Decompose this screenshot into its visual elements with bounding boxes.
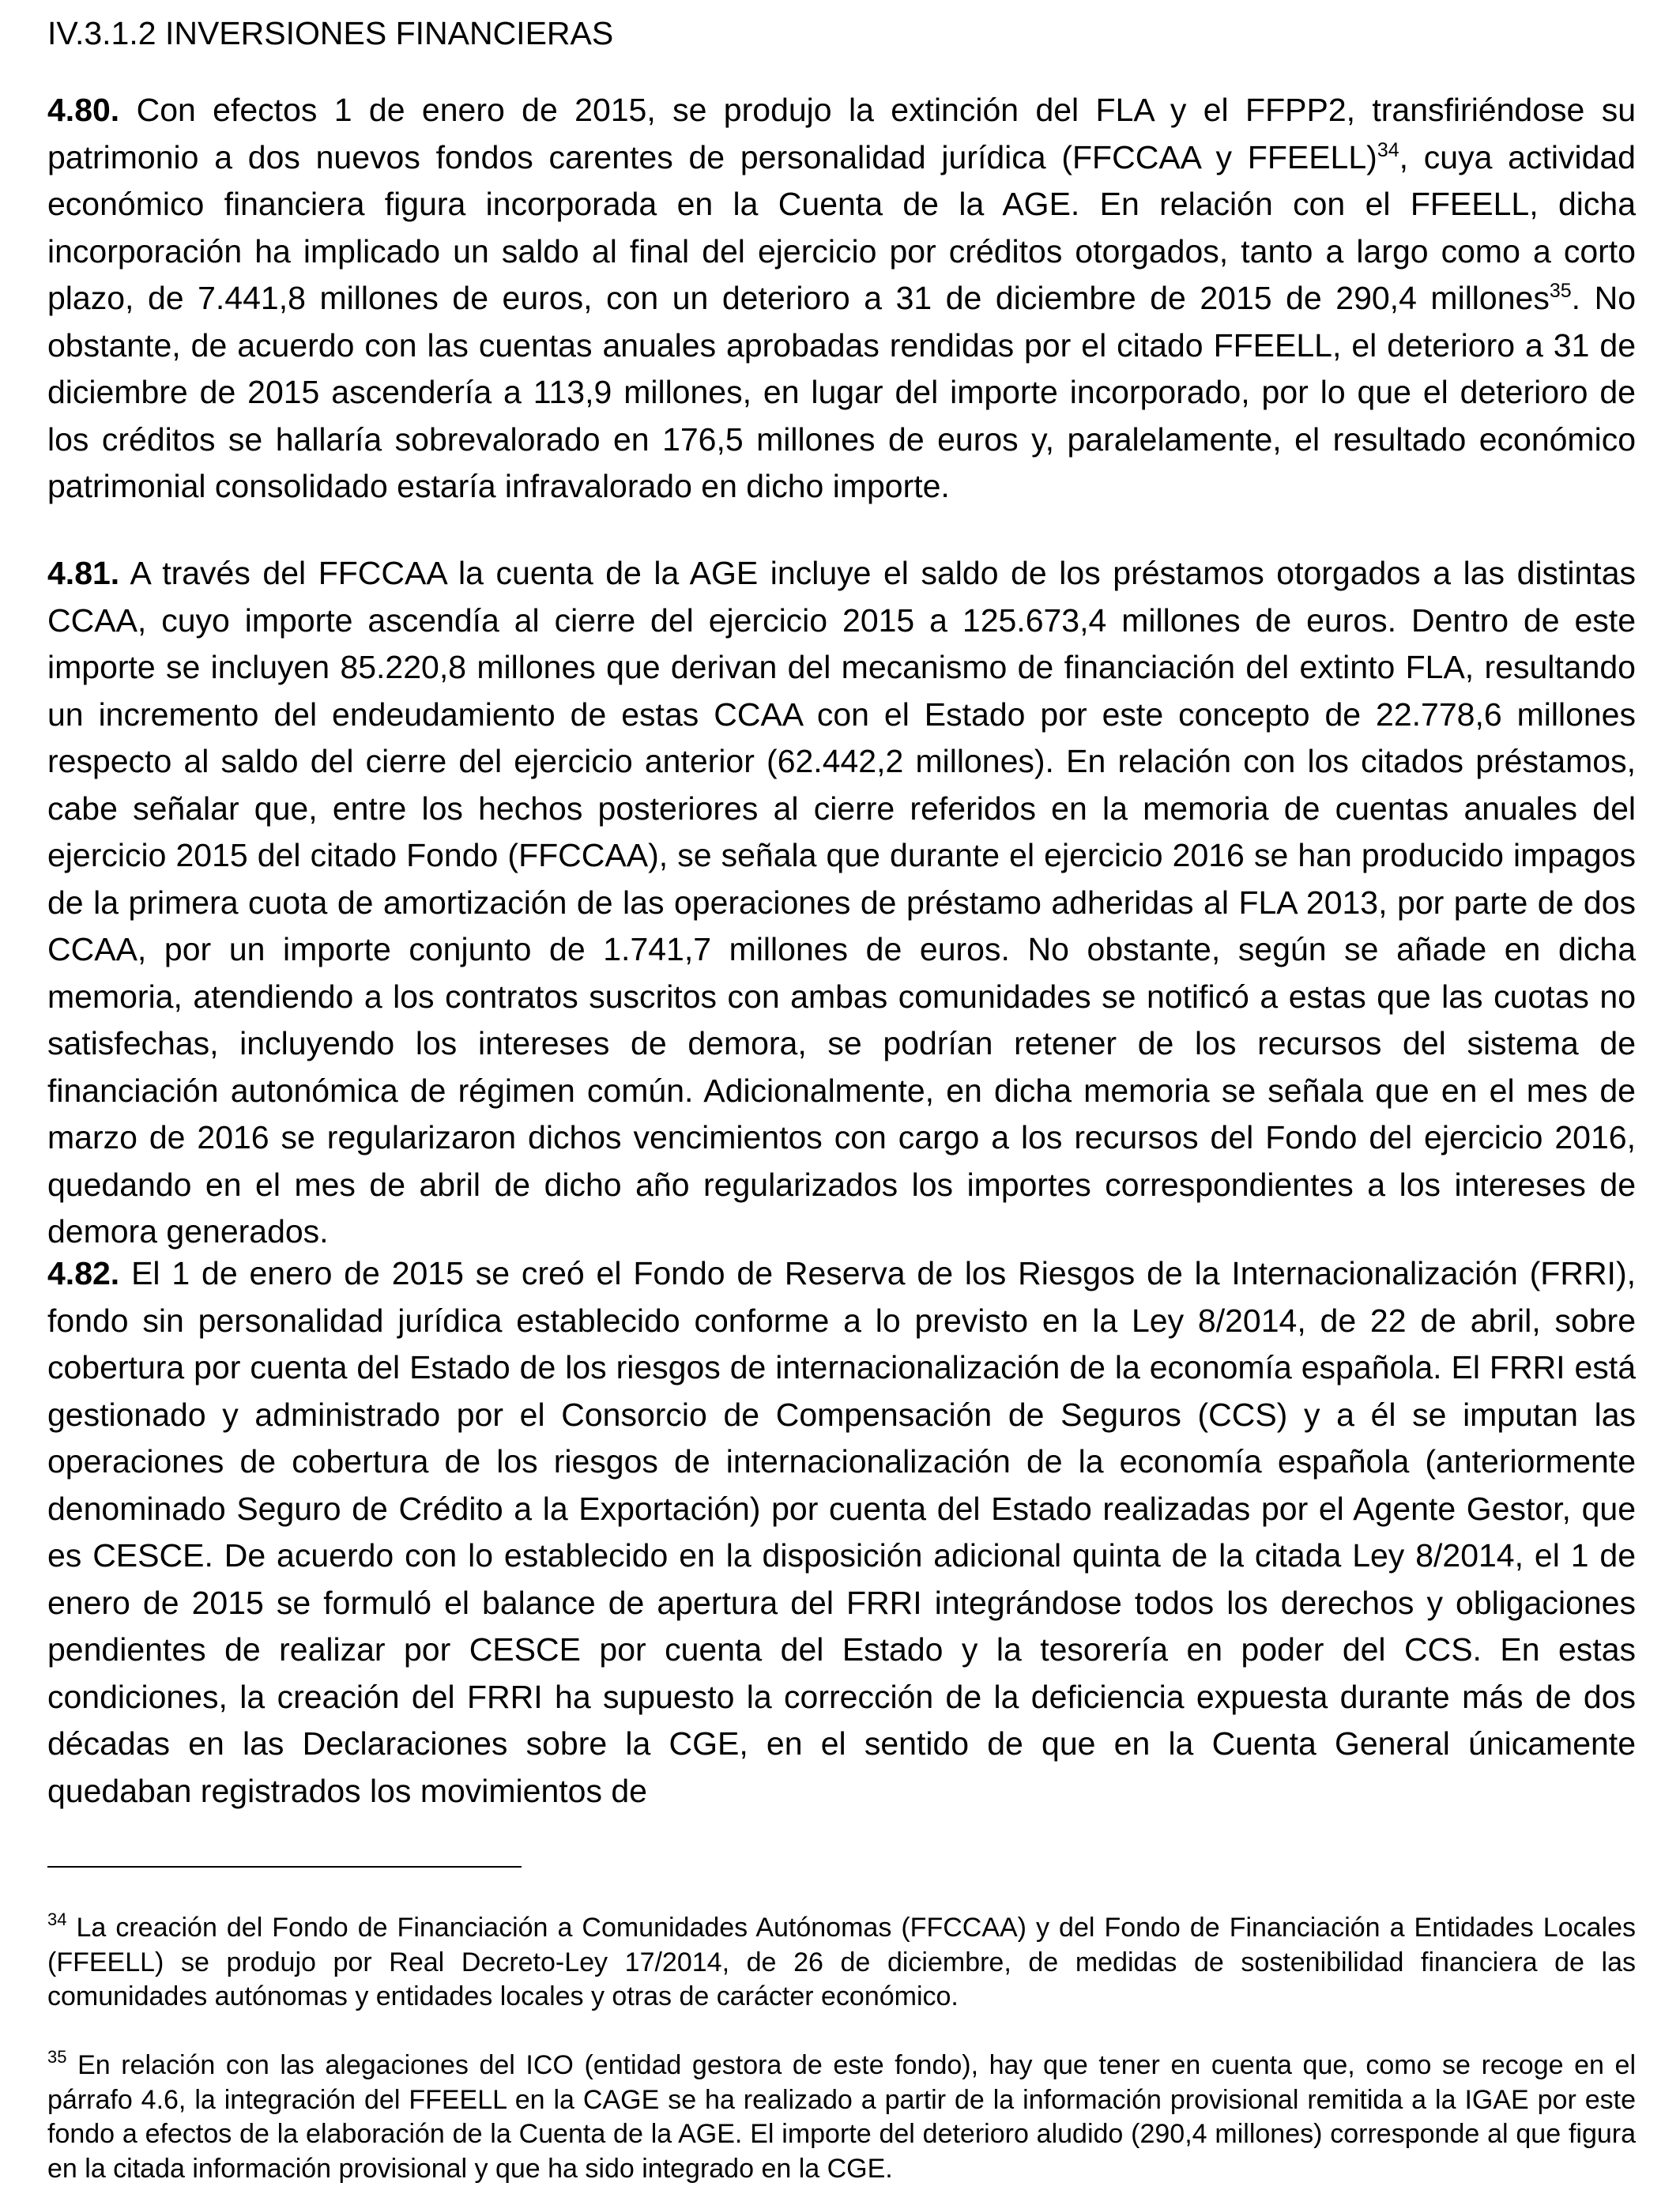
footnote-separator: [47, 1866, 522, 1868]
footnote-number: 35: [47, 2047, 67, 2067]
footnote-ref-35[interactable]: 35: [1549, 280, 1572, 302]
paragraph-number: 4.82.: [47, 1255, 120, 1291]
paragraph-text: Con efectos 1 de enero de 2015, se produjo la extinción del FLA y el FFPP2, transfiriéndose su patrimonio a dos nuevos fondos carentes de personalidad jurídica (FFCCAA y FFEELL): [47, 92, 1636, 175]
paragraph-text: . No obstante, de acuerdo con las cuentas anuales aprobadas rendidas por el citado FFEELL, el deterioro a 31 de diciembre de 2015 ascendería a 113,9 millones, en lugar del importe incorporado, por lo que el deterioro de los créditos se hallaría sobrevalorado en 176,5 millones de euros y, paralelamente, el resultado económico patrimonial consolidado estaría infravalorado en dicho importe.: [47, 280, 1636, 504]
footnote-number: 34: [47, 1909, 67, 1929]
paragraph-4-82: [47, 1250, 1636, 1815]
footnote-35: [47, 2049, 1636, 2186]
paragraph-text: , cuya actividad económico financiera figura incorporada en la Cuenta de la AGE. En relación con el FFEELL, dicha incorporación ha implicado un saldo al final del ejercicio por créditos otorgados, tanto a largo como a corto plazo, de 7.441,8 millones de euros, con un deterioro a 31 de diciembre de 2015 de 290,4 millones: [47, 138, 1636, 316]
section-heading: IV.3.1.2 INVERSIONES FINANCIERAS: [47, 15, 614, 51]
footnote-text: La creación del Fondo de Financiación a Comunidades Autónomas (FFCCAA) y del Fondo de Financiación a Entidades Locales (FFEELL) se produjo por Real Decreto-Ley 17/2014, de 26 de diciembre, de medidas de sostenibilidad financiera de las comunidades autónomas y entidades locales y otras de carácter económico.: [47, 1913, 1636, 2011]
footnote-34: [47, 1911, 1636, 2015]
paragraph-text: A través del FFCCAA la cuenta de la AGE incluye el saldo de los préstamos otorgados a las distintas CCAA, cuyo importe ascendía al cierre del ejercicio 2015 a 125.673,4 millones de euros. Dentro de este importe se incluyen 85.220,8 millones que derivan del mecanismo de financiación del extinto FLA, resultando un incremento del endeudamiento de estas CCAA con el Estado por este concepto de 22.778,6 millones respecto al saldo del cierre del ejercicio anterior (62.442,2 millones). En relación con los citados préstamos, cabe señalar que, entre los hechos posteriores al cierre referidos en la memoria de cuentas anuales del ejercicio 2015 del citado Fondo (FFCCAA), se señala que durante el ejercicio 2016 se han producido impagos de la primera cuota de amortización de las operaciones de préstamo adheridas al FLA 2013, por parte de dos CCAA, por un importe conjunto de 1.741,7 millones de euros. No obstante, según se añade en dicha memoria, atendiendo a los contratos suscritos con ambas comunidades se notificó a estas que las cuotas no satisfechas, incluyendo los intereses de demora, se podrían retener de los recursos del sistema de financiación autonómica de régimen común. Adicionalmente, en dicha memoria se señala que en el mes de marzo de 2016 se regularizaron dichos vencimientos con cargo a los recursos del Fondo del ejercicio 2016, quedando en el mes de abril de dicho año regularizados los importes correspondientes a los intereses de demora generados.: [47, 555, 1636, 1250]
paragraph-text: El 1 de enero de 2015 se creó el Fondo de Reserva de los Riesgos de la Internacionalización (FRRI), fondo sin personalidad jurídica establecido conforme a lo previsto en la Ley 8/2014, de 22 de abril, sobre cobertura por cuenta del Estado de los riesgos de internacionalización de la economía española. El FRRI está gestionado y administrado por el Consorcio de Compensación de Seguros (CCS) y a él se imputan las operaciones de cobertura de los riesgos de internacionalización de la economía española (anteriormente denominado Seguro de Crédito a la Exportación) por cuenta del Estado realizadas por el Agente Gestor, que es CESCE. De acuerdo con lo establecido en la disposición adicional quinta de la citada Ley 8/2014, el 1 de enero de 2015 se formuló el balance de apertura del FRRI integrándose todos los derechos y obligaciones pendientes de realizar por CESCE por cuenta del Estado y la tesorería en poder del CCS. En estas condiciones, la creación del FRRI ha supuesto la corrección de la deficiencia expuesta durante más de dos décadas en las Declaraciones sobre la CGE, en el sentido de que en la Cuenta General únicamente quedaban registrados los movimientos de: [47, 1255, 1636, 1809]
paragraph-number: 4.81.: [47, 555, 120, 591]
paragraph-number: 4.80.: [47, 92, 120, 128]
footnote-ref-34[interactable]: 34: [1377, 138, 1399, 161]
paragraph-4-81: [47, 550, 1636, 1256]
footnote-text: En relación con las alegaciones del ICO (entidad gestora de este fondo), hay que tener en cuenta que, como se recoge en el párrafo 4.6, la integración del FFEELL en la CAGE se ha realizado a partir de la información provisional remitida a la IGAE por este fondo a efectos de la elaboración de la Cuenta de la AGE. El importe del deterioro aludido (290,4 millones) corresponde al que figura en la citada información provisional y que ha sido integrado en la CGE.: [47, 2050, 1636, 2184]
paragraph-4-80: [47, 87, 1636, 511]
